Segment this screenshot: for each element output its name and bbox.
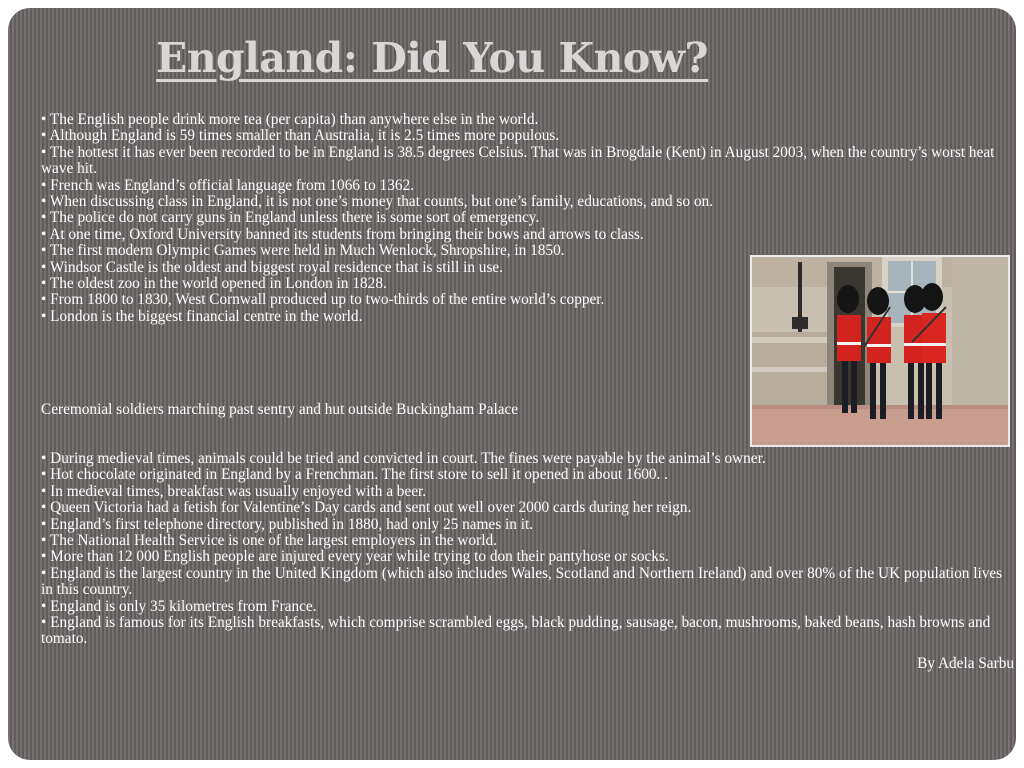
fact-item: • Windsor Castle is the oldest and biggest royal residence that is still in use. <box>41 258 504 276</box>
fact-item: • More than 12 000 English people are injured every year while trying to don their pantyhose or socks. <box>41 548 669 566</box>
fact-item: • French was England’s official language from 1066 to 1362. <box>41 176 414 194</box>
fact-item: • The oldest zoo in the world opened in London in 1828. <box>41 275 387 293</box>
slide-title: England: Did You Know? <box>156 34 709 82</box>
fact-item: • At one time, Oxford University banned its students from bringing their bows and arrows to class. <box>41 225 644 243</box>
facts-list-2 <box>41 451 1016 648</box>
fact-item: • The English people drink more tea (per capita) than anywhere else in the world. <box>41 111 539 128</box>
fact-item: • England is the largest country in the United Kingdom (which also includes Wales, Scotland and Northern Ireland) and over 80% of the UK population lives in this country. <box>41 564 1003 599</box>
fact-item: • England’s first telephone directory, published in 1880, had only 25 names in it. <box>41 515 534 533</box>
fact-item: • The National Health Service is one of the largest employers in the world. <box>41 532 497 550</box>
fact-item: • During medieval times, animals could be tried and convicted in court. The fines were payable by the animal’s owner. <box>41 450 766 467</box>
fact-item: • When discussing class in England, it is not one’s money that counts, but one’s family, educations, and so on. <box>41 193 713 211</box>
fact-item: • London is the biggest financial centre in the world. <box>41 307 363 325</box>
fact-item: • England is famous for its English breakfasts, which comprise scrambled eggs, black pudding, sausage, bacon, mushrooms, baked beans, hash browns and tomato. <box>41 614 991 648</box>
photo-caption: Ceremonial soldiers marching past sentry and hut outside Buckingham Palace <box>41 401 519 418</box>
fact-item: • England is only 35 kilometres from France. <box>41 597 317 615</box>
fact-item: • From 1800 to 1830, West Cornwall produced up to two-thirds of the entire world’s copper. <box>41 291 605 309</box>
guards-photo <box>750 255 1010 447</box>
slide <box>8 8 1016 760</box>
fact-item: • Queen Victoria had a fetish for Valentine’s Day cards and sent out well over 2000 cards during her reign. <box>41 499 692 517</box>
author-credit: By Adela Sarbu <box>917 655 1014 672</box>
fact-item: • The police do not carry guns in England unless there is some sort of emergency. <box>41 209 540 227</box>
fact-item: • In medieval times, breakfast was usually enjoyed with a beer. <box>41 482 427 500</box>
fact-item: • The hottest it has ever been recorded to be in England is 38.5 degrees Celsius. That was in Brogdale (Kent) in August 2003, when the country’s worst heat wave hit. <box>41 143 995 178</box>
fact-item: • Although England is 59 times smaller than Australia, it is 2.5 times more populous. <box>41 127 560 145</box>
fact-item: • Hot chocolate originated in England by a Frenchman. The first store to sell it opened in about 1600. . <box>41 466 669 484</box>
fact-item: • The first modern Olympic Games were held in Much Wenlock, Shropshire, in 1850. <box>41 242 565 260</box>
